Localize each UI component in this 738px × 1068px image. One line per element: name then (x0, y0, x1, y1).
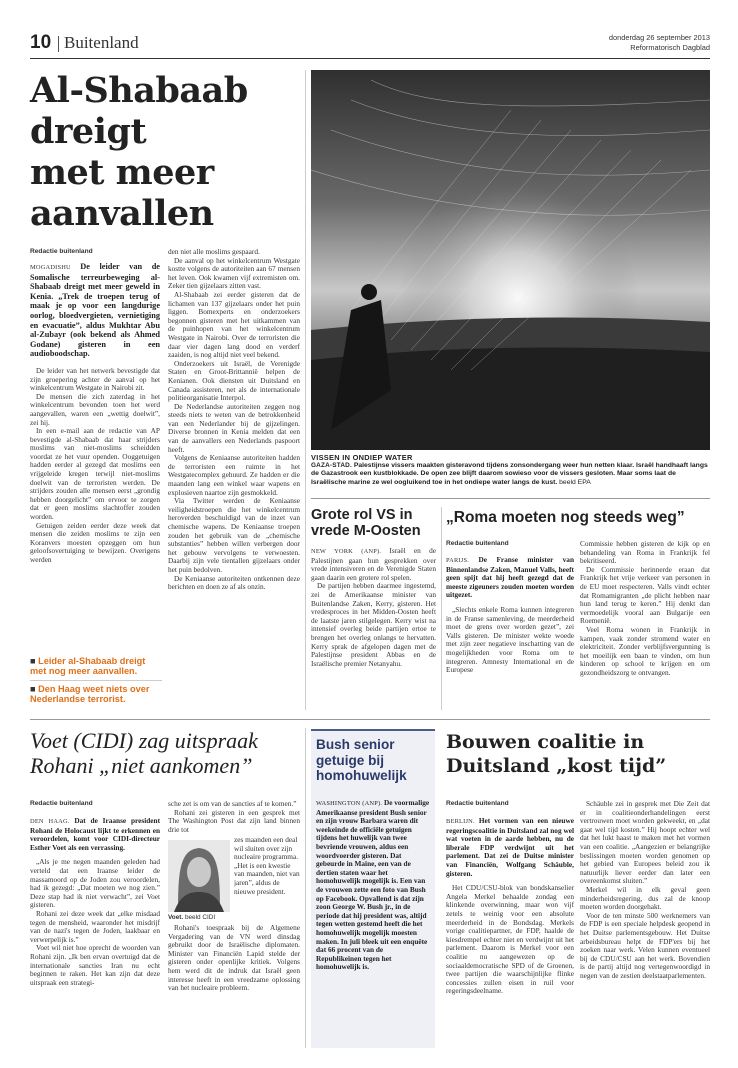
column-divider (305, 70, 306, 710)
paragraph: Rohani zei deze week dat „elke misdaad tegen de mensheid, waaronder het misdrijf van de nazi's tegen de Joden, laakbaar en verwerpelijk is.” (30, 908, 160, 944)
article4-byline: Redactie buitenland (30, 800, 93, 807)
article6-column-2 (580, 800, 710, 1048)
masthead-rule (30, 58, 710, 59)
dateline: MOGADISHU (30, 264, 71, 271)
paragraph: Voor de ten minste 500 werknemers van de FDP is een speciale helpdesk geopend in het Duitse parlementsgebouw. Het Duitse arbeidsbureau helpt de FDP'ers bij het zoeken naar werk. Velen kunnen eventueel bij de CDU/CSU aan het werk. Bovendien is de partij altijd nog vertegenwoordigd in negen van de zestien deelstaatparlementen. (580, 910, 710, 980)
article-alshabaab-headline (30, 70, 330, 234)
paragraph: „Als je me negen maanden geleden had verteld dat een Iraanse leider de massamoord op de Joden zou veroordelen, had ik gezegd: „Dat moeten we nog zien.” Deze stap had ik niet verwacht”, zei Voet gisteren. (30, 857, 160, 910)
portrait-caption: Voet. beeld CIDI (168, 914, 216, 921)
bullet-square-icon: ■ (30, 684, 39, 694)
paragraph: sche zet is om van de sancties af te komen.” (168, 800, 297, 808)
newspaper-name: Reformatorisch Dagblad (630, 43, 710, 52)
paragraph: De partijen hebben daarmee ingestemd, zei de Amerikaanse minister van Buitenlandse Zaken, Kerry, gisteren. Het vredesproces in het Midden-Oosten heeft de laatste jaren stilgelegen. Kerry wist na intensief overleg beide partijen ertoe te brengen het overleg onlangs te hervatten. Kerry sprak de afgelopen dagen met de Palestijnse president Abbas en de Israëlische premier Netanyahu. (311, 581, 436, 668)
paragraph: Commissie hebben gisteren de kijk op en behandeling van Roma in Frankrijk fel bekritiseerd. (580, 540, 710, 566)
headline-line: met meer (30, 152, 214, 193)
page-number: 10 (30, 32, 52, 53)
issue-date: donderdag 26 september 2013 (608, 33, 710, 42)
related-link-2[interactable]: ■ Den Haag weet niets over Nederlandse terrorist. (30, 684, 150, 704)
paragraph: Veel Roma wonen in Frankrijk in kampen, vaak zonder stromend water en elektriciteit. Zonder verblijfsvergunning is het moeilijk een baan te vinden, om hun kinderen op school te krijgen en om gezondheidszorg te ontvangen. (580, 624, 710, 677)
paragraph: Het CDU/CSU-blok van bondskanselier Angela Merkel behaalde zondag een klinkende overwinning, maar won vijf zetels te weinig voor een absolute meerderheid in de Bondsdag. Merkels vorige coalitiepartner, de FDP, haalde de kiesdrempel echter niet en verdwijnt uit het parlement. Daarom is Merkel voor een coalitie nu aangewezen op de sociaaldemocratische SPD of de Groenen, twee partijen die waarschijnlijke flinke concessies zullen eisen in ruil voor regeringsdeelname. (446, 883, 574, 996)
link-divider (30, 680, 162, 681)
paragraph: Rohani's toespraak bij de Algemene Vergadering van de VN werd dinsdag gebruikt door de Israëlische diplomaten. Minister van Financiën Lapid stelde der gisteren onder openlijke kritiek. Volgens hem werd dit de indruk dat Israël geen interesse heeft in een vreedzame oplossing van het nucleaire probleem. (168, 924, 300, 993)
article4-lead: Dat de Iraanse president Rohani de Holocaust lijkt te erkennen en veroordelen, komt voor CIDI-directeur Esther Voet als een verrassing. (30, 817, 160, 852)
related-links (30, 656, 162, 704)
photo-caption-text: Palestijnse vissers maakten gisteravond tijdens zonsondergang weer hun netten klaar. Israël handhaaft langs de Gazastrook een kustblokkade. De open zee blijft daarom sowieso voor de vissers gesloten. Maar soms laat de Israëlische marine ze wel oogluikend toe in het ondiepe water langs de kust. (311, 462, 708, 486)
paragraph: Via Twitter werden de Keniaanse veiligheidstroepen die het winkelcentrum heroverden beschuldigd van de inzet van chemische wapens. De Keniaanse troepen zouden het gebruik van de „chemische substanties” hebben willen verbergen door het gebouw vervolgens te verwoesten. Daarbij zijn vele tientallen gijzelaars onder het puin bedolven. (168, 496, 300, 574)
voet-portrait (168, 840, 230, 912)
fishermen-photo (311, 70, 710, 450)
article4-column-2-bottom (168, 924, 300, 1048)
section-rule (311, 498, 710, 499)
column-divider (441, 507, 442, 710)
paragraph: Israël en de Palestijnen gaan hun gesprekken over vrede intensiveren en de Verenigde Staten gaan daarin een grotere rol spelen. (311, 547, 436, 582)
headline-line: aanvallen (30, 193, 214, 234)
dateline: BERLIJN. (446, 818, 475, 825)
article3-byline: Redactie buitenland (446, 540, 509, 547)
photo-dateline: GAZA-STAD. (311, 462, 352, 470)
paragraph: De Commissie herinnerde eraan dat Frankrijk het vrije verkeer van personen in de EU moet respecteren. Valls vindt echter dat Romamigranten „de plicht hebben naar hun land terug te keren.” Hij denkt dan vermoedelijk vooral aan Bulgarije een Roemenië. (580, 564, 710, 626)
article-vs-headline: Grote rol VS in vrede M-Oosten (311, 507, 421, 539)
article4-column-2-top (168, 800, 300, 836)
column-divider (305, 728, 306, 1048)
dateline: WASHINGTON (ANP). (316, 800, 383, 807)
dateline: NEW YORK (ANP). (311, 548, 382, 555)
dateline: DEN HAAG. (30, 818, 70, 825)
paragraph: Getuigen zeiden eerder deze week dat mensen die zeiden moslims te zijn een Koranvers moesten opzeggen om hun geloofsovertuiging te bewijzen. Overigens werden (30, 520, 160, 564)
article-bush-headline: Bush senior getuige bij homohuwelijk (316, 737, 407, 783)
photo-kicker: VISSEN IN ONDIEP WATER (311, 453, 413, 462)
section-name: Buitenland (64, 33, 139, 52)
bush-article-box (311, 729, 435, 1048)
photo-caption (311, 454, 710, 487)
article6-column-1 (446, 817, 574, 1047)
article2-body (311, 547, 436, 709)
paragraph: In een e-mail aan de redactie van AP bevestigde al-Shabaab dat haar strijders moslims van niet-moslims scheidden voordat ze het vuur openden. Ooggetuigen hadden eerder al gezegd dat moslims een vrijgeleide kregen terwijl niet-moslims doelwit van de terroristen werden. De strijders zouden alle mensen eerst „grondig hebben doorgelicht” om ervoor te zorgen dat er geen moslims slachtoffer zouden worden. (30, 426, 160, 522)
photo-illustration (311, 70, 710, 450)
article-roma-headline: „Roma moeten nog steeds weg” (446, 509, 685, 526)
article4-column-1 (30, 817, 160, 1047)
article6-byline: Redactie buitenland (446, 800, 509, 807)
section-rule (30, 719, 710, 720)
article3-column-2 (580, 540, 710, 709)
paragraph: De leider van het netwerk bevestigde dat zijn groepering achter de aanval op het winkelcentrum Westgate in Nairobi zit. (30, 365, 160, 393)
article5-body (316, 799, 430, 1047)
article1-lead: De leider van de Somalische terreurbeweging al-Shabaab dreigt met meer geweld in Kenia. „Trek de troepen terug of maak je op voor een langdurige oorlog, bloedvergieten, vernietiging en evacuatie”, aldus Mukhtar Abu al-Zubayr (ook bekend als Ahmed Godane) gisteren in een audioboodschap. (30, 262, 160, 359)
paragraph: „Slechts enkele Roma kunnen integreren in de Franse samenleving, de meerderheid moet de grens over worden gezet”, zei Valls gisteren. De minister wekte woede met zijn zeer negatieve inschatting van de mogelijkheden voor Roma om te integreren. Amnesty International en de Europese (446, 604, 574, 675)
paragraph: Onderzoekers uit Israël, de Verenigde Staten en Groot-Brittannië helpen de Kenianen. Ook diensten uit Duitsland en Canada assisteren, net als de internationale politieorganisatie Interpol. (168, 358, 300, 403)
article3-lead: De Franse minister van Binnenlandse Zaken, Manuel Valls, heeft geen spijt dat hij heeft gezegd dat de meeste zigeuners zouden moeten worden uitgezet. (446, 556, 574, 600)
paragraph: Rohani zei gisteren in een gesprek met The Washington Post dat zijn land binnen drie tot (168, 807, 300, 834)
article6-lead: Het vormen van een nieuwe regeringscoalitie in Duitsland zal nog wel wat voeten in de aarde hebben, nu de liberale FDP verdwijnt uit het parlement. Dat zei de Duitse minister van Financiën, Wolfgang Schäuble, gisteren. (446, 817, 574, 878)
paragraph: zes maanden een deal wil sluiten over zijn nucleaire programma. „Het is een kwestie van maanden, niet van jaren”, aldus de nieuwe president. (234, 836, 300, 896)
dateline: PARIJS. (446, 557, 470, 564)
paragraph: Al-Shabaab zei eerder gisteren dat de lichamen van 137 gijzelaars onder het puin liggen. Bomexperts en onderzoekers begonnen gisteren met het uitkammen van de puinhopen van het winkelcentrum Westgate in Nairobi. Over de terroristen die daar vier dagen lang dood en verderf zaaiden, is nog altijd niet veel bekend. (168, 289, 300, 360)
headline-line: dreigt (30, 111, 147, 152)
portrait-illustration (168, 840, 230, 912)
paragraph: De mensen die zich zaterdag in het winkelcentrum bevonden toen het werd aangevallen, waren een „wettig doelwit”, zei hij. (30, 391, 160, 427)
related-link-1[interactable]: ■ Leider al-Shabaab dreigt met nog meer aanvallen. (30, 656, 146, 676)
paragraph: den niet alle moslims gespaard. (168, 248, 260, 256)
headline-line: Al-Shabaab (30, 70, 248, 111)
photo-credit: beeld EPA (559, 478, 591, 486)
article-cidi-headline: Voet (CIDI) zag uitspraak Rohani „niet aankomen” (30, 728, 258, 778)
bullet-square-icon: ■ (30, 656, 39, 666)
paragraph: Volgens de Keniaanse autoriteiten hadden de terroristen een ruimte in het Westgatecomplex gehuurd. Ze hadden er die maanden lang een winkel waar wapens en explosieven naartoe zijn gesmokkeld. (168, 453, 300, 497)
article1-column-1 (30, 262, 160, 710)
article4-column-2-wrap (234, 836, 300, 922)
paragraph: Voet wil niet hoe oprecht de woorden van Rohani zijn. „Ik ben ervan overtuigd dat de internationale sancties Iran nu echt beginnen te raken. Het kan zijn dat deze uitspraak een strategi- (30, 943, 160, 987)
paragraph: De Nederlandse autoriteiten zeggen nog steeds niets te weten van de betrokkenheid van een Nederlander bij de gijzelingen. Diverse bronnen in Kenia melden dat een van de aanvallers een Nederlands paspoort heeft. (168, 401, 300, 454)
article5-text: De voormalige Amerikaanse president Bush senior en zijn vrouw Barbara waren dit weekeinde de officiële getuigen tijdens het huwelijk van twee bevriende vrouwen, aldus een woordvoerder gisteren. Dat gebeurde in Maine, een van de dertien staten waar het homohuwelijk mogelijk is. Een van de vrouwen zette een foto van Bush op Facebook. Opvallend is dat zijn zoon George W. Bush jr., in de periode dat hij president was, altijd tegen wetten gestemd heeft die het homohuwelijk mogelijk moesten maken. In juli bleek uit een enquête dat 66 procent van de Republikeinen tegen het homohuwelijk is. (316, 799, 430, 972)
article1-byline: Redactie buitenland (30, 248, 93, 255)
paragraph: Merkel wil in elk geval geen minderheidsregering, dus zal de knoop moeten worden doorgehakt. (580, 884, 710, 912)
article1-column-2 (168, 248, 300, 708)
masthead-divider (58, 36, 59, 52)
paragraph: De aanval op het winkelcentrum Westgate kostte volgens de autoriteiten aan 67 mensen het leven. Ook kwamen vijf extremisten om. Zeker tien gijzelaars zitten vast. (168, 255, 300, 291)
paragraph: De Keniaanse autoriteiten ontkennen deze berichten en doen ze af als onzin. (168, 573, 300, 592)
article-duitsland-headline: Bouwen coalitie in Duitsland „kost tijd” (446, 731, 667, 777)
article3-column-1 (446, 556, 574, 709)
masthead (30, 32, 710, 54)
paragraph: Schäuble zei in gesprek met Die Zeit dat er in coalitieonderhandelingen eerst vertrouwen moet worden gekweekt, en „dat gaat wel tijd kosten.” Hij hoopt echter wel dat het lukt haast te maken met het vormen van een coalitie. „Aangezien er belangrijke beslissingen moeten worden genomen op het gebied van Europees beleid zou ik natuurlijk liever eerder dan later een overeenkomst sluiten.” (580, 800, 710, 886)
